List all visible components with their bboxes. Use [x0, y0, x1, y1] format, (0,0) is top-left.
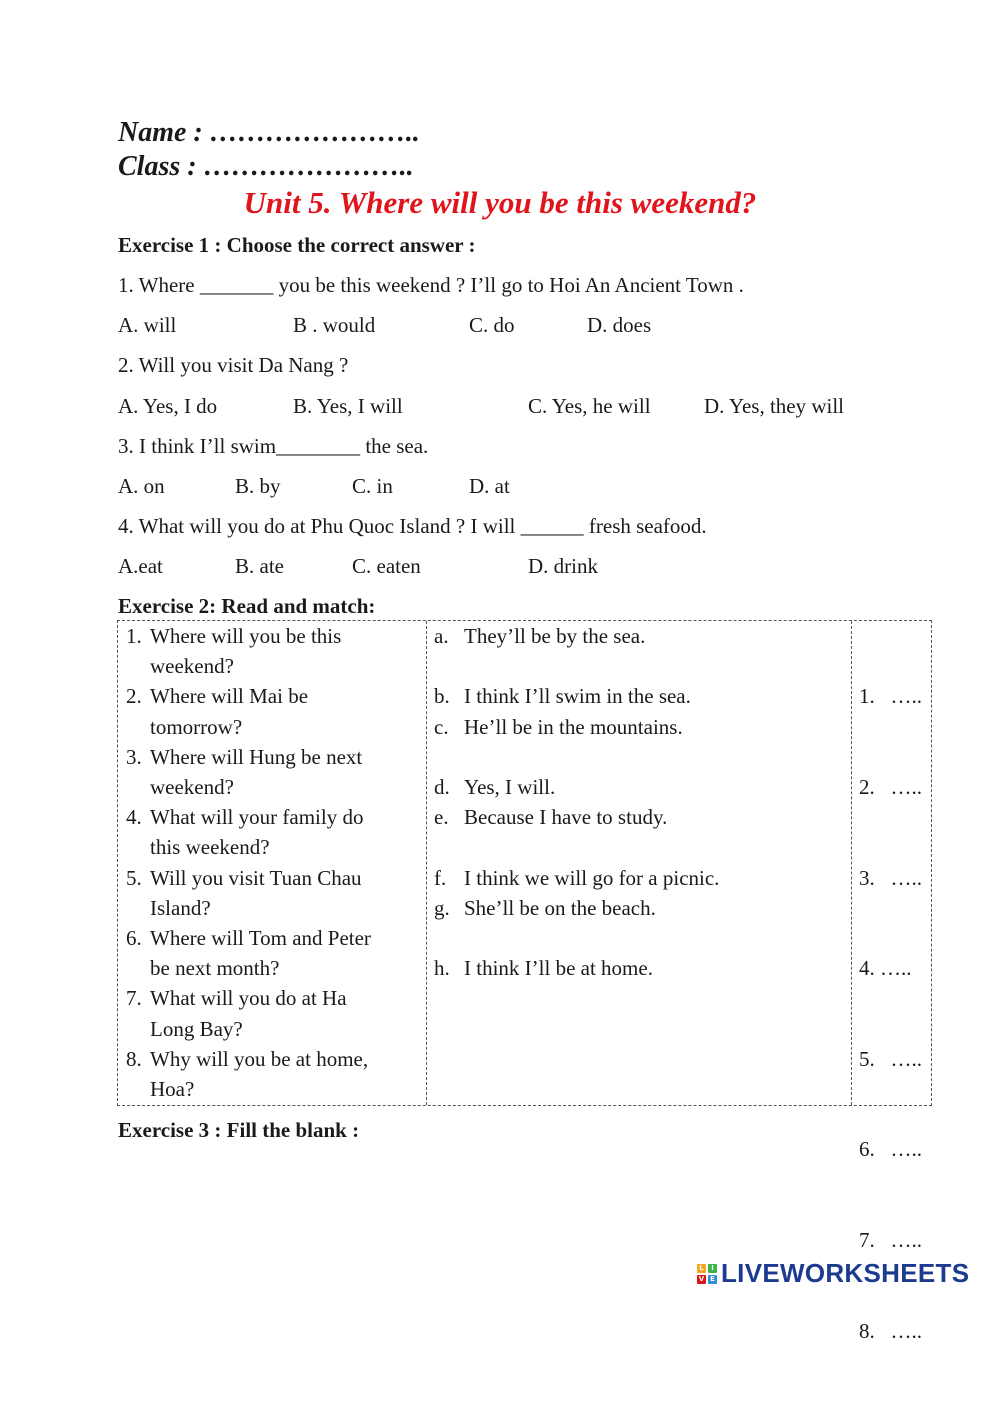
ex1-question-1: 1. Where _______ you be this weekend ? I’ll go to Hoi An Ancient Town .	[118, 273, 744, 297]
item-text: Will you visit Tuan Chau	[150, 865, 362, 890]
ex1-q2-option-b[interactable]: B. Yes, I will	[293, 394, 403, 418]
answer-letter: a.	[434, 624, 449, 648]
column-divider	[426, 621, 427, 1105]
answer-item	[434, 953, 719, 983]
answer-letter: b.	[434, 684, 450, 709]
answer-item	[434, 863, 719, 893]
ex1-q2-option-c[interactable]: C. Yes, he will	[528, 394, 651, 418]
answer-blank[interactable]: 2. …..	[859, 775, 922, 800]
answer-text: I think I’ll be at home.	[464, 956, 653, 981]
ex1-q4-option-a[interactable]: A.eat	[118, 554, 163, 578]
list-item	[126, 621, 371, 651]
item-number: 1.	[126, 624, 142, 648]
item-text: Why will you be at home,	[150, 1046, 369, 1071]
item-number: 8.	[126, 1046, 142, 1071]
list-item	[126, 863, 371, 893]
answer-text: They’ll be by the sea.	[464, 624, 646, 648]
answer-letter: h.	[434, 956, 450, 981]
answer-text: Yes, I will.	[464, 774, 556, 799]
item-number: 5.	[126, 865, 142, 890]
answer-text: I think I’ll swim in the sea.	[464, 684, 691, 709]
list-item	[126, 742, 371, 772]
item-text: Hoa?	[150, 1077, 195, 1102]
answer-letter: f.	[434, 865, 447, 890]
answer-item	[434, 681, 719, 711]
logo-text: LIVEWORKSHEETS	[721, 1258, 970, 1288]
questions-column	[126, 621, 371, 1104]
item-number: 6.	[126, 926, 142, 951]
item-text: Long Bay?	[150, 1016, 243, 1041]
ex1-q3-option-b[interactable]: B. by	[235, 474, 281, 498]
item-text: What will you do at Ha	[150, 986, 347, 1011]
list-item	[126, 712, 371, 742]
answer-blank[interactable]: 3. …..	[859, 865, 922, 890]
item-number: 3.	[126, 744, 142, 769]
item-text: this weekend?	[150, 835, 270, 860]
answer-blank[interactable]: 4. …..	[859, 956, 912, 981]
item-number: 4.	[126, 805, 142, 830]
list-item	[126, 983, 371, 1013]
class-field-label: Class : …………………..	[118, 151, 414, 182]
ex1-q3-option-c[interactable]: C. in	[352, 474, 393, 498]
ex1-q3-option-d[interactable]: D. at	[469, 474, 510, 498]
item-text: Where will Hung be next	[150, 744, 363, 769]
answer-blank[interactable]: 8. …..	[859, 1318, 922, 1343]
liveworksheets-logo	[697, 1258, 969, 1289]
page-title: Unit 5. Where will you be this weekend?	[243, 185, 757, 220]
ex1-q3-option-a[interactable]: A. on	[118, 474, 165, 498]
item-number: 7.	[126, 986, 142, 1011]
logo-block: I	[708, 1264, 717, 1273]
logo-block: L	[697, 1264, 706, 1273]
answer-letter: c.	[434, 714, 449, 739]
answer-item	[434, 621, 719, 651]
logo-block: E	[708, 1275, 717, 1284]
answer-letter: e.	[434, 805, 449, 830]
item-text: What will your family do	[150, 805, 364, 830]
column-divider	[851, 621, 852, 1105]
list-item	[126, 923, 371, 953]
ex1-q4-option-b[interactable]: B. ate	[235, 554, 284, 578]
answer-item	[434, 802, 719, 832]
answers-column	[434, 621, 719, 983]
item-text: Where will you be this	[150, 624, 342, 648]
answer-blank[interactable]: 5. …..	[859, 1046, 922, 1071]
item-text: Where will Tom and Peter	[150, 926, 371, 951]
answer-blank[interactable]: 1. …..	[859, 684, 922, 709]
list-item	[126, 681, 371, 711]
item-text: weekend?	[150, 775, 234, 800]
item-text: weekend?	[150, 654, 234, 679]
item-text: be next month?	[150, 956, 280, 981]
list-item	[126, 802, 371, 832]
answer-letter: d.	[434, 774, 450, 799]
ex1-q2-option-a[interactable]: A. Yes, I do	[118, 394, 218, 418]
ex1-q1-option-c[interactable]: C. do	[469, 313, 515, 337]
list-item	[126, 772, 371, 802]
answer-text: Because I have to study.	[464, 805, 668, 830]
list-item	[126, 1014, 371, 1044]
item-text: Island?	[150, 895, 211, 920]
ex1-question-2: 2. Will you visit Da Nang ?	[118, 353, 349, 377]
answer-blank[interactable]: 6. …..	[859, 1137, 922, 1162]
ex1-q1-option-a[interactable]: A. will	[118, 313, 177, 337]
list-item	[126, 953, 371, 983]
answer-text: He’ll be in the mountains.	[464, 714, 683, 739]
exercise3-heading: Exercise 3 : Fill the blank :	[118, 1118, 360, 1142]
exercise2-heading: Exercise 2: Read and match:	[118, 594, 376, 618]
list-item	[126, 832, 371, 862]
answer-text: She’ll be on the beach.	[464, 895, 656, 920]
answer-text: I think we will go for a picnic.	[464, 865, 720, 890]
answer-item	[434, 772, 719, 802]
ex1-question-3: 3. I think I’ll swim________ the sea.	[118, 434, 429, 458]
logo-block: V	[698, 1274, 705, 1283]
exercise1-heading: Exercise 1 : Choose the correct answer :	[118, 233, 476, 257]
list-item	[126, 651, 371, 681]
ex1-q2-option-d[interactable]: D. Yes, they will	[704, 394, 845, 418]
item-text: Where will Mai be	[150, 684, 309, 709]
ex1-q4-option-c[interactable]: C. eaten	[352, 554, 421, 578]
item-number: 2.	[126, 684, 142, 709]
answer-item	[434, 893, 719, 923]
answer-letter: g.	[434, 895, 450, 920]
answer-blank[interactable]: 7. …..	[859, 1228, 922, 1253]
ex1-q4-option-d[interactable]: D. drink	[528, 554, 598, 578]
item-text: tomorrow?	[150, 714, 243, 739]
answer-item	[434, 712, 719, 742]
ex1-q1-option-d[interactable]: D. does	[587, 313, 652, 337]
ex1-question-4: 4. What will you do at Phu Quoc Island ? I will ______ fresh seafood.	[118, 514, 707, 538]
ex1-q1-option-b[interactable]: B . would	[293, 313, 376, 337]
list-item	[126, 1074, 371, 1104]
list-item	[126, 893, 371, 923]
name-field-label: Name : …………………..	[118, 117, 420, 148]
logo-blocks-icon	[697, 1264, 717, 1284]
list-item	[126, 1044, 371, 1074]
